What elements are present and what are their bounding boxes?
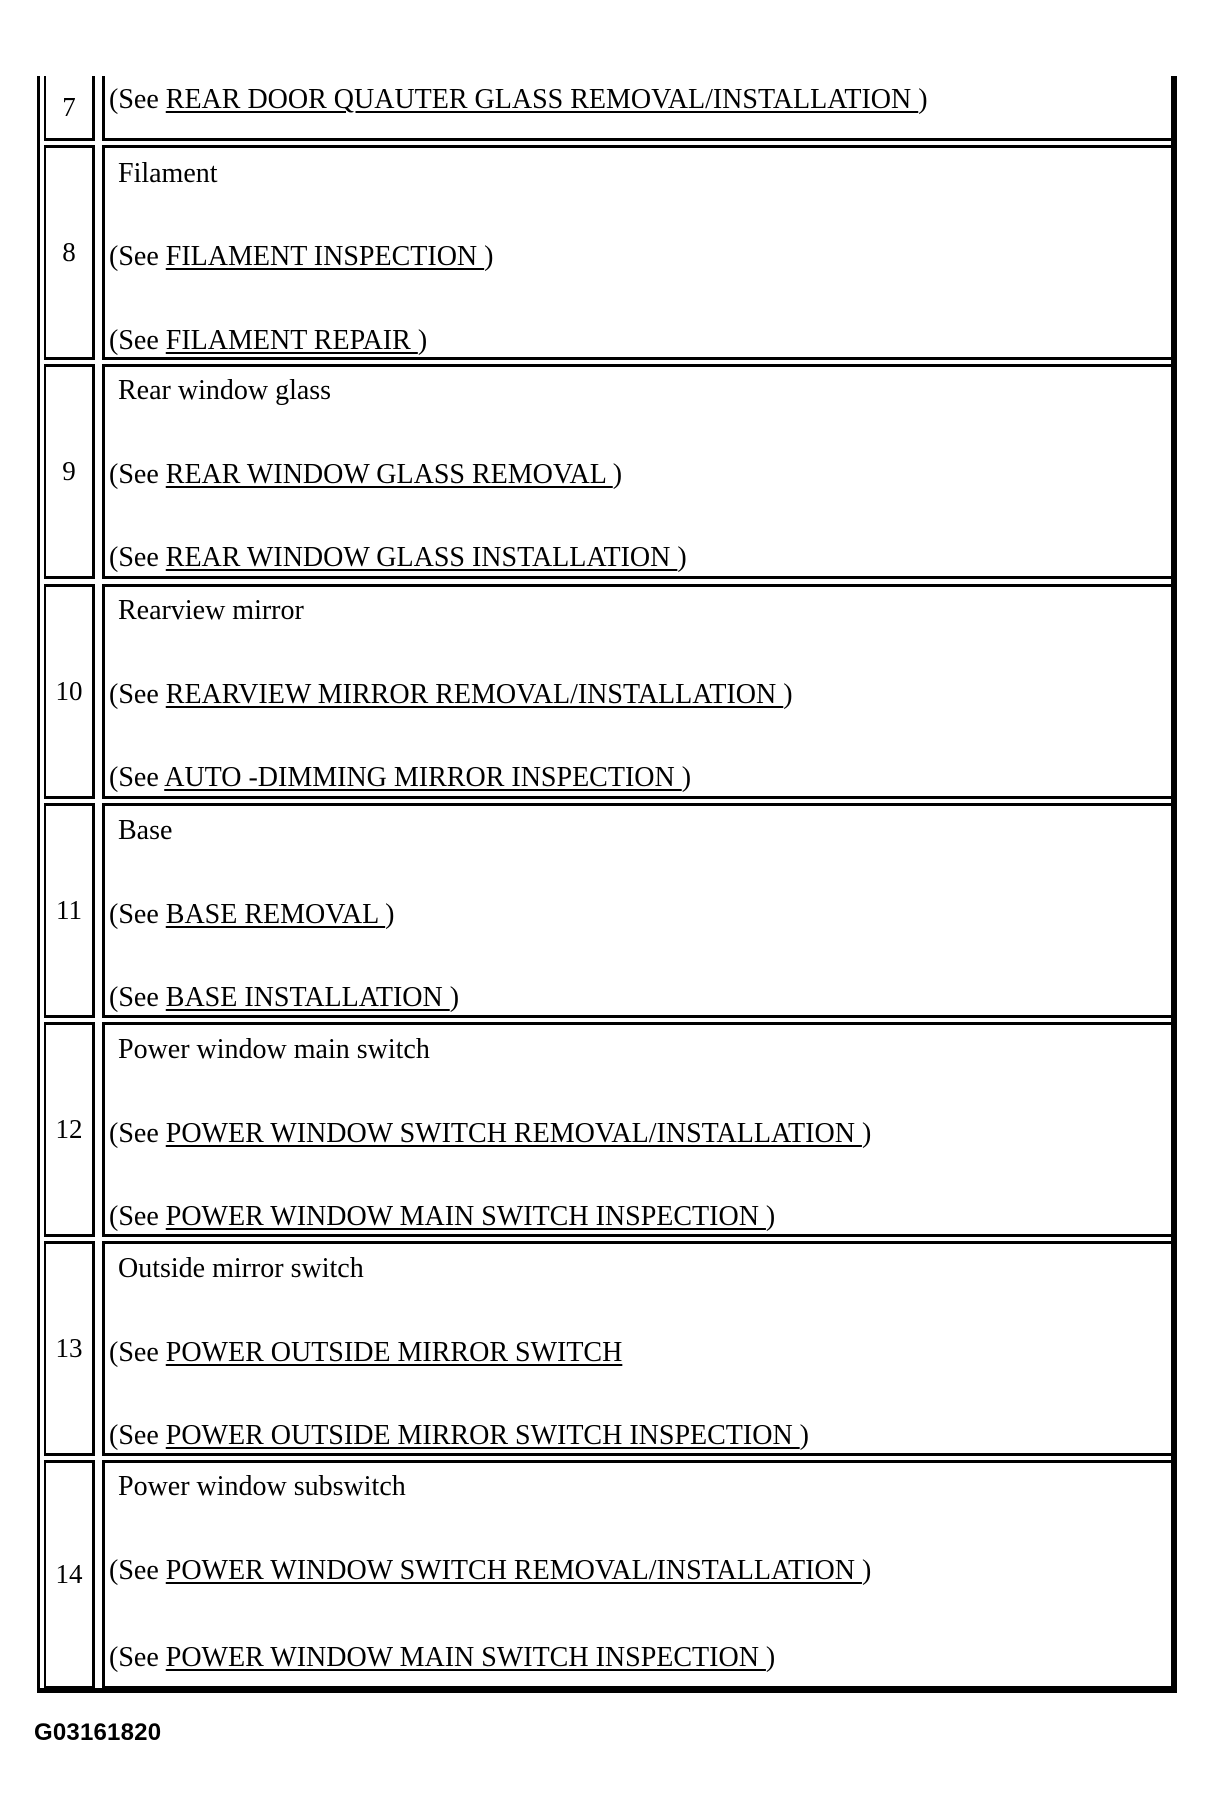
reference-link[interactable]: POWER OUTSIDE MIRROR SWITCH INSPECTION [165, 1420, 800, 1451]
reference-line [109, 242, 493, 272]
table-row [44, 584, 1175, 799]
see-prefix: (See [109, 1555, 166, 1586]
close-paren: ) [449, 982, 460, 1013]
close-paren: ) [681, 762, 692, 793]
row-number: 7 [44, 76, 95, 141]
table-row [44, 145, 1175, 360]
row-content [102, 145, 1175, 360]
close-paren: ) [861, 1118, 872, 1149]
close-paren: ) [918, 84, 928, 115]
close-paren: ) [677, 542, 687, 573]
reference-link[interactable]: REAR DOOR QUAUTER GLASS REMOVAL/INSTALLATION [165, 84, 919, 115]
close-paren: ) [765, 1642, 776, 1673]
close-paren: ) [783, 679, 793, 710]
table-row [44, 364, 1175, 579]
reference-link[interactable]: POWER WINDOW MAIN SWITCH INSPECTION [165, 1201, 766, 1232]
row-number: 8 [44, 145, 95, 360]
table-row [44, 76, 1175, 141]
reference-link[interactable]: REAR WINDOW GLASS REMOVAL [165, 459, 613, 490]
see-prefix: (See [109, 84, 166, 115]
reference-line [109, 763, 691, 793]
reference-link[interactable]: AUTO -DIMMING MIRROR INSPECTION [164, 762, 682, 793]
reference-link[interactable]: FILAMENT INSPECTION [165, 241, 485, 272]
see-prefix: (See [109, 459, 166, 490]
close-paren: ) [484, 241, 494, 272]
row-number: 14 [44, 1460, 95, 1689]
row-number: 9 [44, 364, 95, 579]
row-title: Rear window glass [118, 375, 332, 406]
reference-line [109, 1119, 871, 1149]
see-prefix: (See [109, 982, 166, 1013]
see-prefix: (See [109, 1118, 166, 1149]
see-prefix: (See [109, 1420, 166, 1451]
row-content [102, 1241, 1175, 1456]
reference-link[interactable]: BASE INSTALLATION [165, 982, 450, 1013]
see-prefix: (See [109, 1337, 166, 1368]
see-prefix: (See [109, 762, 165, 793]
reference-line [109, 1338, 622, 1368]
see-prefix: (See [109, 899, 166, 930]
figure-code: G03161820 [34, 1719, 162, 1746]
row-number: 13 [44, 1241, 95, 1456]
reference-link[interactable]: POWER WINDOW MAIN SWITCH INSPECTION [165, 1642, 766, 1673]
reference-link[interactable]: POWER WINDOW SWITCH REMOVAL/INSTALLATION [165, 1555, 862, 1586]
reference-link[interactable]: REARVIEW MIRROR REMOVAL/INSTALLATION [165, 679, 784, 710]
see-prefix: (See [109, 241, 166, 272]
see-prefix: (See [109, 679, 166, 710]
row-number: 11 [44, 803, 95, 1018]
row-content [102, 584, 1175, 799]
reference-line [109, 543, 687, 573]
reference-link[interactable]: REAR WINDOW GLASS INSTALLATION [165, 542, 678, 573]
row-number: 10 [44, 584, 95, 799]
reference-line [109, 85, 928, 115]
row-title: Filament [118, 158, 218, 189]
see-prefix: (See [109, 1201, 166, 1232]
table-row [44, 1460, 1175, 1689]
reference-line [109, 900, 394, 930]
reference-link[interactable]: POWER OUTSIDE MIRROR SWITCH [165, 1337, 623, 1368]
reference-line [109, 983, 459, 1013]
close-paren: ) [417, 325, 428, 356]
row-content [102, 76, 1175, 141]
close-paren: ) [385, 899, 395, 930]
close-paren: ) [612, 459, 623, 490]
see-prefix: (See [109, 1642, 166, 1673]
row-title: Outside mirror switch [118, 1253, 364, 1284]
see-prefix: (See [109, 325, 166, 356]
reference-line [109, 1202, 775, 1232]
reference-link[interactable]: FILAMENT REPAIR [165, 325, 418, 356]
table-row [44, 803, 1175, 1018]
table-row [44, 1022, 1175, 1237]
see-prefix: (See [109, 542, 166, 573]
table-row [44, 1241, 1175, 1456]
reference-link[interactable]: POWER WINDOW SWITCH REMOVAL/INSTALLATION [165, 1118, 862, 1149]
row-content [102, 803, 1175, 1018]
reference-line [109, 460, 622, 490]
row-title: Base [118, 815, 173, 846]
close-paren: ) [861, 1555, 872, 1586]
row-content [102, 364, 1175, 579]
row-title: Rearview mirror [118, 595, 304, 626]
reference-line [109, 1556, 871, 1586]
reference-line [109, 1643, 775, 1673]
row-content [102, 1460, 1175, 1689]
close-paren: ) [799, 1420, 809, 1451]
reference-line [109, 1421, 809, 1451]
row-number: 12 [44, 1022, 95, 1237]
row-title: Power window main switch [118, 1034, 430, 1065]
reference-line [109, 326, 427, 356]
reference-line [109, 680, 793, 710]
row-content [102, 1022, 1175, 1237]
close-paren: ) [765, 1201, 776, 1232]
row-title: Power window subswitch [118, 1471, 406, 1502]
reference-link[interactable]: BASE REMOVAL [165, 899, 386, 930]
